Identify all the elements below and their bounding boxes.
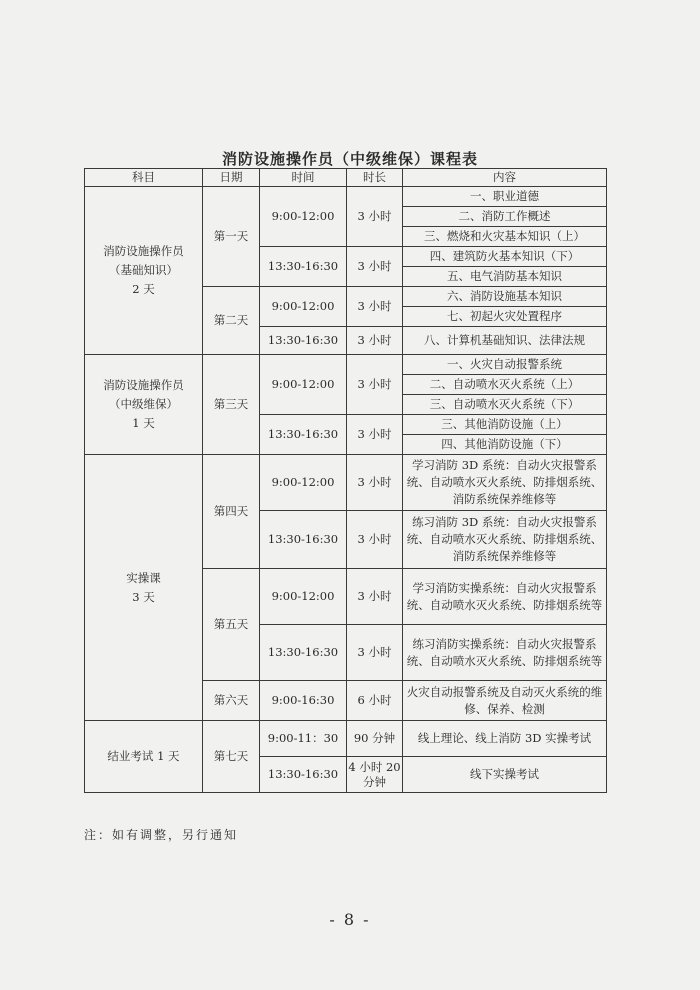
time-cell: 13:30-16:30 <box>260 511 347 569</box>
content-cell: 一、职业道德 <box>403 187 607 207</box>
duration-cell: 6 小时 <box>347 681 403 721</box>
day-cell: 第四天 <box>203 455 260 569</box>
duration-cell: 3 小时 <box>347 355 403 415</box>
time-cell: 9:00-12:00 <box>260 355 347 415</box>
content-cell: 五、电气消防基本知识 <box>403 267 607 287</box>
content-cell: 一、火灾自动报警系统 <box>403 355 607 375</box>
content-cell: 七、初起火灾处置程序 <box>403 307 607 327</box>
time-cell: 13:30-16:30 <box>260 247 347 287</box>
page-number: - 8 - <box>329 910 371 929</box>
content-cell: 三、燃烧和火灾基本知识（上） <box>403 227 607 247</box>
subject-cell: 消防设施操作员 （基础知识） 2 天 <box>85 187 203 355</box>
header-time: 时间 <box>260 169 347 187</box>
content-cell: 学习消防 3D 系统：自动火灾报警系统、自动喷水灭火系统、防排烟系统、消防系统保养维修等 <box>403 455 607 511</box>
time-cell: 9:00-12:00 <box>260 455 347 511</box>
table-row <box>85 187 607 207</box>
page-title: 消防设施操作员（中级维保）课程表 <box>221 150 478 168</box>
table-row <box>85 721 607 757</box>
day-cell: 第五天 <box>203 569 260 681</box>
duration-cell: 4 小时 20 分钟 <box>347 757 403 793</box>
duration-cell: 3 小时 <box>347 415 403 455</box>
time-cell: 13:30-16:30 <box>260 415 347 455</box>
table-header-row <box>85 169 607 187</box>
day-cell: 第二天 <box>203 287 260 355</box>
time-cell: 13:30-16:30 <box>260 757 347 793</box>
header-date: 日期 <box>203 169 260 187</box>
content-cell: 三、自动喷水灭火系统（下） <box>403 395 607 415</box>
duration-cell: 3 小时 <box>347 625 403 681</box>
time-cell: 13:30-16:30 <box>260 625 347 681</box>
table-row <box>85 355 607 375</box>
duration-cell: 3 小时 <box>347 247 403 287</box>
content-cell: 三、其他消防设施（上） <box>403 415 607 435</box>
content-cell: 二、自动喷水灭火系统（上） <box>403 375 607 395</box>
time-cell: 9:00-16:30 <box>260 681 347 721</box>
content-cell: 四、建筑防火基本知识（下） <box>403 247 607 267</box>
day-cell: 第七天 <box>203 721 260 793</box>
table-row <box>85 455 607 511</box>
content-cell: 四、其他消防设施（下） <box>403 435 607 455</box>
duration-cell: 3 小时 <box>347 511 403 569</box>
time-cell: 9:00-11：30 <box>260 721 347 757</box>
content-cell: 六、消防设施基本知识 <box>403 287 607 307</box>
subject-cell: 实操课 3 天 <box>85 455 203 721</box>
day-cell: 第一天 <box>203 187 260 287</box>
content-cell: 练习消防 3D 系统：自动火灾报警系统、自动喷水灭火系统、防排烟系统、消防系统保养维修等 <box>403 511 607 569</box>
header-duration: 时长 <box>347 169 403 187</box>
content-cell: 八、计算机基础知识、法律法规 <box>403 327 607 355</box>
footnote: 注：如有调整，另行通知 <box>84 828 239 842</box>
content-cell: 学习消防实操系统：自动火灾报警系统、自动喷水灭火系统、防排烟系统等 <box>403 569 607 625</box>
duration-cell: 3 小时 <box>347 327 403 355</box>
day-cell: 第三天 <box>203 355 260 455</box>
content-cell: 火灾自动报警系统及自动灭火系统的维修、保养、检测 <box>403 681 607 721</box>
time-cell: 9:00-12:00 <box>260 287 347 327</box>
duration-cell: 3 小时 <box>347 187 403 247</box>
duration-cell: 3 小时 <box>347 569 403 625</box>
content-cell: 线上理论、线上消防 3D 实操考试 <box>403 721 607 757</box>
time-cell: 9:00-12:00 <box>260 187 347 247</box>
subject-cell: 结业考试 1 天 <box>85 721 203 793</box>
time-cell: 9:00-12:00 <box>260 569 347 625</box>
subject-cell: 消防设施操作员 （中级维保） 1 天 <box>85 355 203 455</box>
duration-cell: 90 分钟 <box>347 721 403 757</box>
time-cell: 13:30-16:30 <box>260 327 347 355</box>
duration-cell: 3 小时 <box>347 455 403 511</box>
header-subject: 科目 <box>85 169 203 187</box>
content-cell: 线下实操考试 <box>403 757 607 793</box>
duration-cell: 3 小时 <box>347 287 403 327</box>
day-cell: 第六天 <box>203 681 260 721</box>
content-cell: 练习消防实操系统：自动火灾报警系统、自动喷水灭火系统、防排烟系统等 <box>403 625 607 681</box>
schedule-table <box>84 168 607 793</box>
content-cell: 二、消防工作概述 <box>403 207 607 227</box>
header-content: 内容 <box>403 169 607 187</box>
